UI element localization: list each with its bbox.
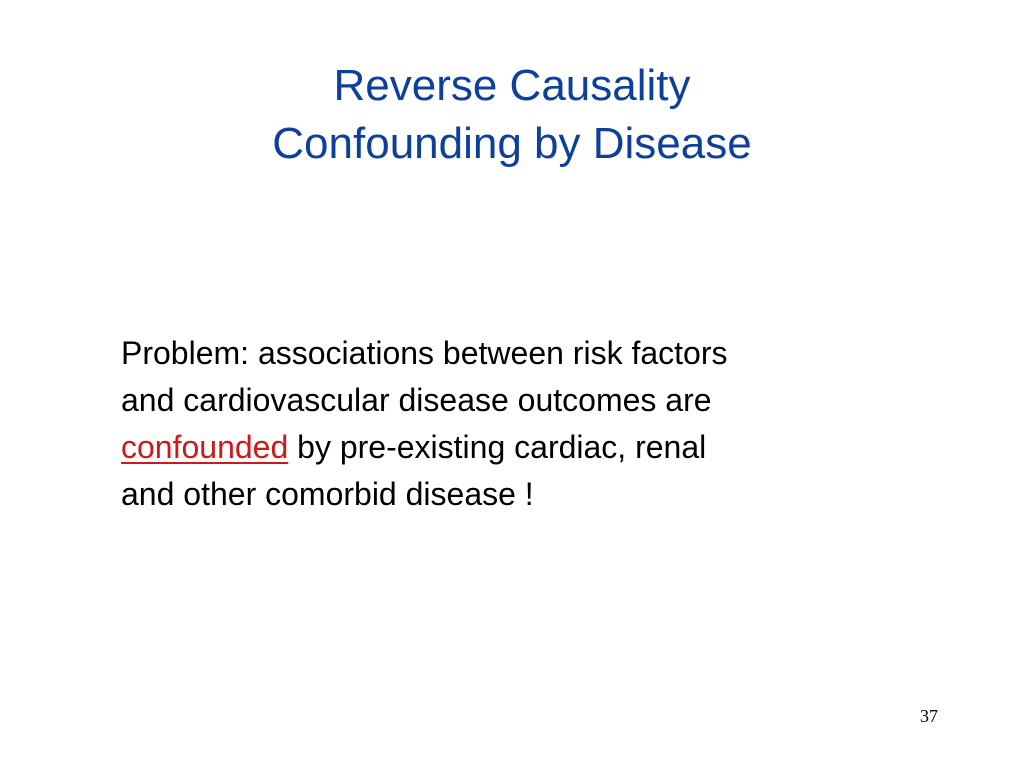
body-line-3-rest: by pre-existing cardiac, renal xyxy=(288,429,707,465)
slide-title xyxy=(0,57,1024,173)
confounded-highlight: confounded xyxy=(121,429,289,465)
body-paragraph xyxy=(121,330,901,518)
body-line-4: and other comorbid disease ! xyxy=(121,476,534,512)
body-line-1: Problem: associations between risk factors xyxy=(121,335,728,371)
title-line-1: Reverse Causality xyxy=(333,61,691,110)
page-number: 37 xyxy=(920,706,938,726)
body-line-2: and cardiovascular disease outcomes are xyxy=(121,382,712,418)
title-line-2: Confounding by Disease xyxy=(272,119,752,168)
